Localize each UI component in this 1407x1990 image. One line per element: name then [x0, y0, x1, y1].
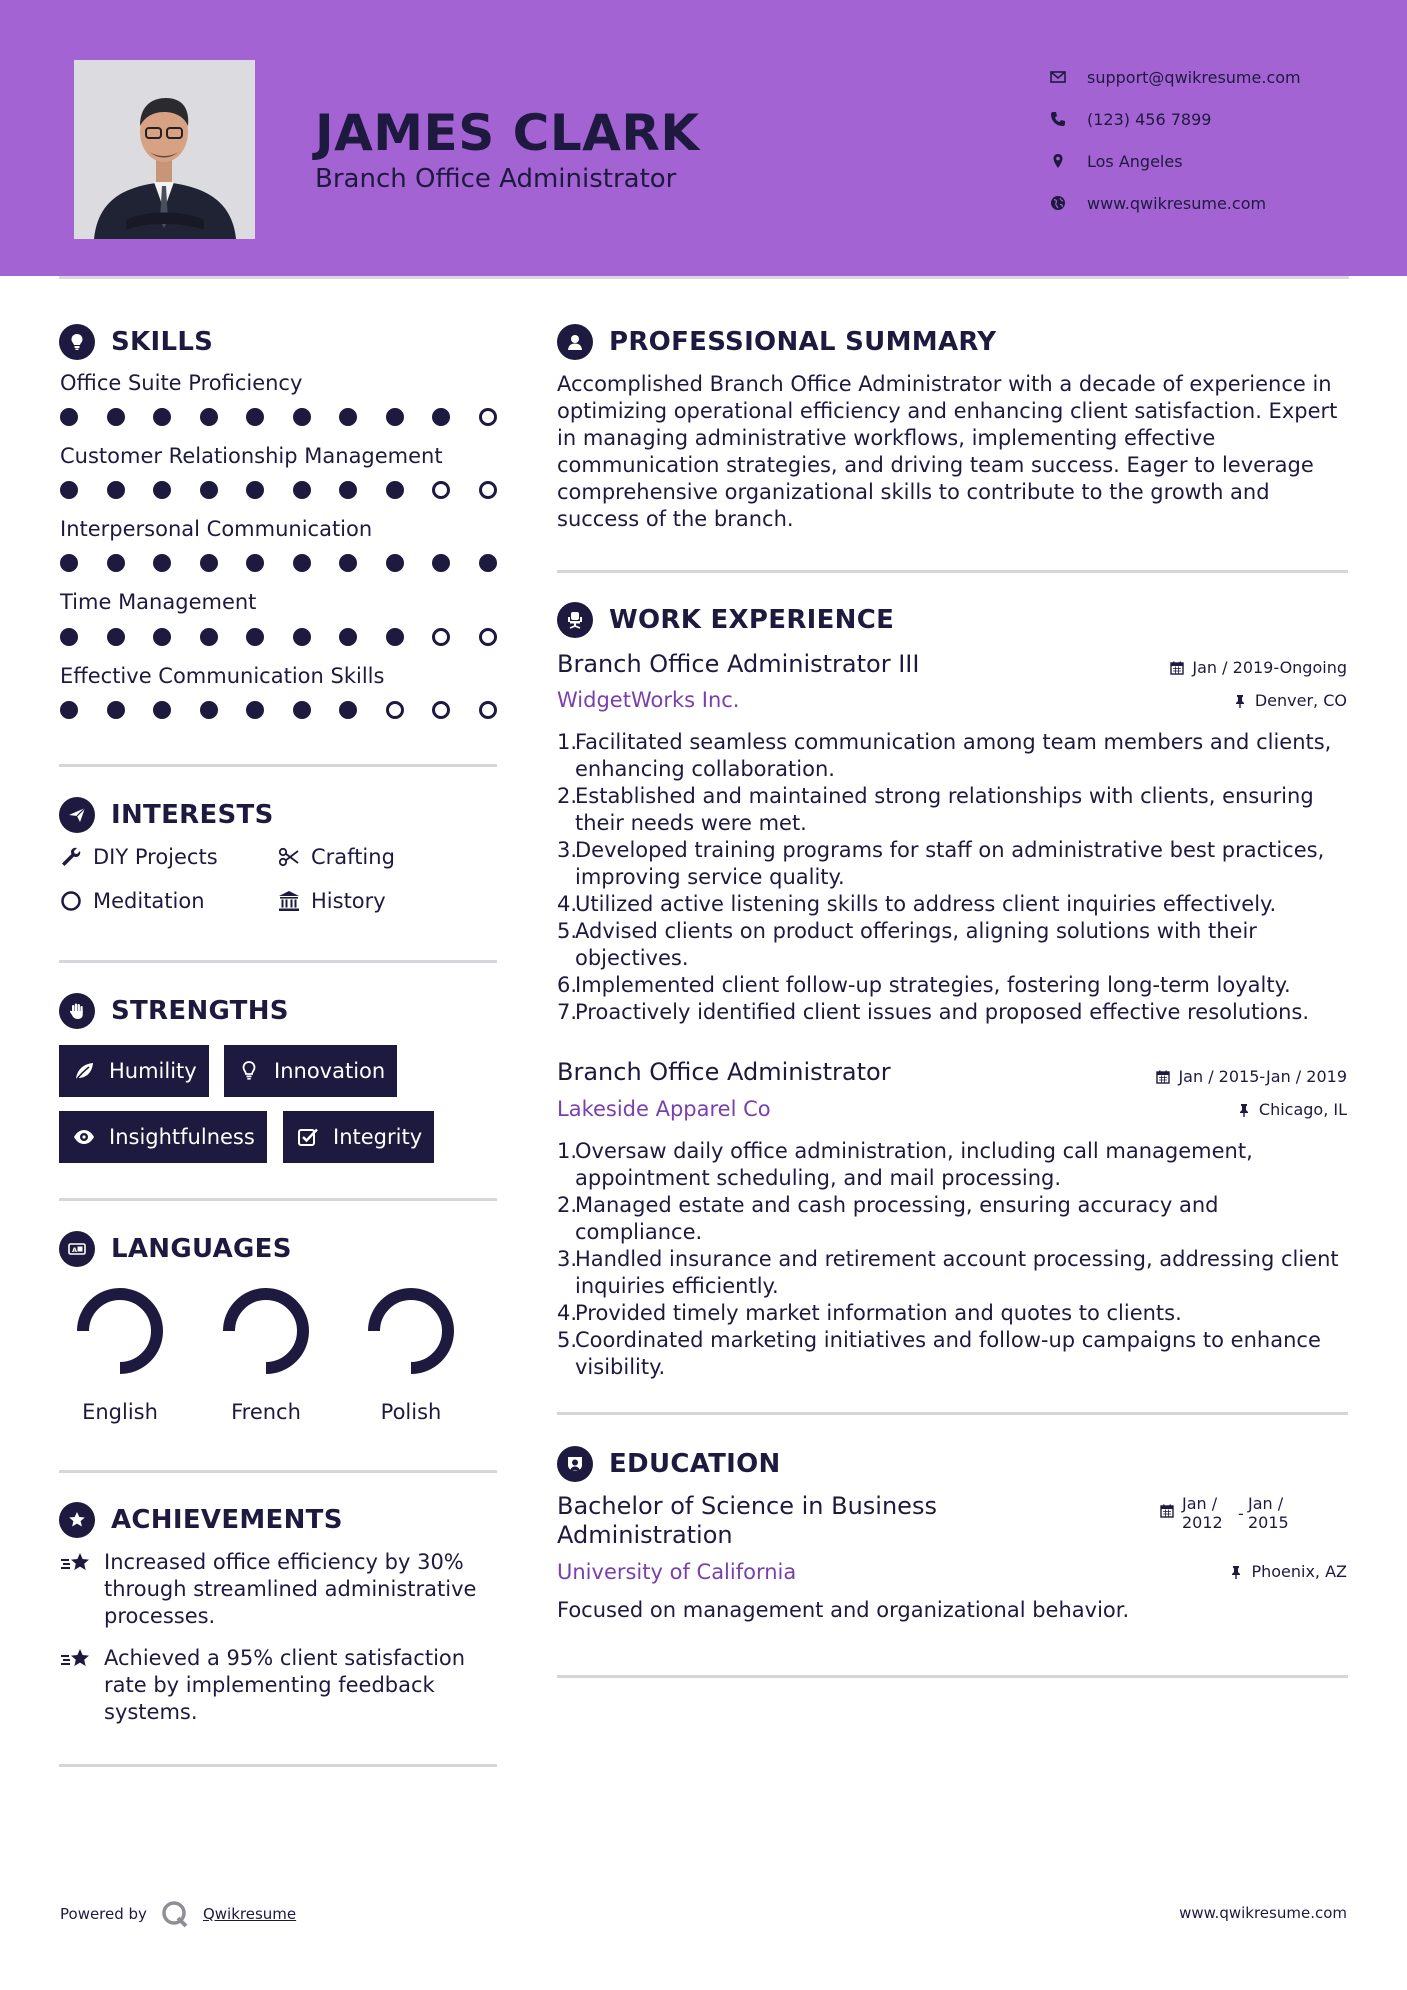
wrench-icon — [59, 845, 83, 869]
job-title: Branch Office Administrator III — [557, 650, 920, 678]
skill-rating — [60, 701, 525, 719]
duty-item — [557, 1300, 1352, 1327]
education-start-month: Jan / — [1182, 1494, 1218, 1513]
calendar-icon — [1170, 661, 1184, 675]
job-location-text: Denver, CO — [1254, 691, 1347, 710]
lightbulb-icon — [236, 1060, 262, 1082]
duty-text: Developed training programs for staff on administrative best practices, improving service quality. — [575, 838, 1325, 889]
leaf-icon — [71, 1060, 97, 1082]
footer-website[interactable]: www.qwikresume.com — [1179, 1904, 1347, 1922]
header-divider — [59, 276, 1349, 279]
duty-item — [557, 1246, 1352, 1300]
education-end-month: Jan / — [1248, 1494, 1284, 1513]
duty-number: 4. — [557, 892, 578, 916]
education-start — [1182, 1494, 1238, 1532]
skill-dot-filled — [339, 408, 357, 426]
section-divider — [557, 1675, 1348, 1678]
skill-rating — [60, 408, 525, 426]
skill-dot-filled — [339, 481, 357, 499]
education-start-year: 2012 — [1182, 1513, 1223, 1532]
education-heading — [557, 1446, 781, 1482]
job-dates-text: Jan / 2015-Jan / 2019 — [1178, 1067, 1347, 1086]
strength-tag — [224, 1045, 397, 1097]
section-divider — [59, 960, 497, 963]
duty-text: Implemented client follow-up strategies, fostering long-term loyalty. — [575, 973, 1291, 997]
eye-icon — [71, 1126, 97, 1148]
interest-item — [277, 889, 386, 913]
scissors-icon — [277, 845, 301, 869]
star-badge-icon — [59, 1502, 95, 1538]
section-divider — [59, 764, 497, 767]
interest-label: History — [311, 889, 386, 913]
contact-email[interactable] — [1050, 56, 1301, 98]
strength-label: Integrity — [333, 1125, 423, 1149]
contact-website[interactable] — [1050, 182, 1301, 224]
duty-number: 3. — [557, 1247, 578, 1271]
duty-item — [557, 783, 1352, 837]
job-dates — [1156, 1067, 1347, 1086]
calendar-icon — [1156, 1070, 1170, 1084]
skill-dot-filled — [107, 408, 125, 426]
duty-item — [557, 1192, 1352, 1246]
duty-number: 7. — [557, 1000, 578, 1024]
qwikresume-logo-icon — [161, 1900, 189, 1928]
education-dates — [1160, 1494, 1289, 1532]
contact-list — [1050, 56, 1301, 224]
skill-dot-filled — [200, 481, 218, 499]
contact-phone[interactable] — [1050, 98, 1301, 140]
duty-text: Coordinated marketing initiatives and follow-up campaigns to enhance visibility. — [575, 1328, 1321, 1379]
user-icon — [557, 324, 593, 360]
skill-dot-empty — [479, 481, 497, 499]
skill-dot-filled — [339, 628, 357, 646]
interests-heading-text: INTERESTS — [111, 800, 274, 830]
duty-item — [557, 918, 1352, 972]
skill-dot-filled — [246, 408, 264, 426]
job-dates — [1170, 658, 1347, 677]
skill-dot-filled — [293, 554, 311, 572]
skill-dot-filled — [60, 701, 78, 719]
education-date-dash: - — [1238, 1504, 1244, 1523]
skill-dot-filled — [293, 481, 311, 499]
duty-number: 3. — [557, 838, 578, 862]
strength-tag — [283, 1111, 434, 1163]
language-level-ring — [366, 1286, 456, 1376]
education-description: Focused on management and organizational behavior. — [557, 1598, 1130, 1622]
circle-icon — [59, 889, 83, 913]
summary-heading-text: PROFESSIONAL SUMMARY — [609, 327, 997, 357]
education-location — [1229, 1562, 1347, 1581]
skill-dot-empty — [479, 408, 497, 426]
skill-dot-filled — [200, 701, 218, 719]
skill-dot-filled — [432, 408, 450, 426]
skill-dot-filled — [200, 408, 218, 426]
job-duties-list — [557, 729, 1352, 1026]
skill-dot-filled — [107, 628, 125, 646]
achievements-heading — [59, 1502, 343, 1538]
skill-dot-filled — [60, 628, 78, 646]
skill-dot-empty — [479, 628, 497, 646]
candidate-name: JAMES CLARK — [315, 104, 700, 162]
hand-icon — [59, 993, 95, 1029]
candidate-title: Branch Office Administrator — [315, 164, 677, 194]
skill-dot-filled — [200, 628, 218, 646]
section-divider — [59, 1764, 497, 1767]
skills-heading-text: SKILLS — [111, 327, 214, 357]
interests-heading — [59, 797, 274, 833]
shooting-star-icon — [60, 1645, 104, 1726]
duty-number: 2. — [557, 1193, 578, 1217]
skill-dot-filled — [153, 408, 171, 426]
skill-dot-filled — [153, 701, 171, 719]
language-level-ring — [221, 1286, 311, 1376]
skill-dot-filled — [479, 554, 497, 572]
job-duties-list — [557, 1138, 1352, 1381]
contact-email-text: support@qwikresume.com — [1087, 67, 1301, 87]
language-name: Polish — [380, 1400, 442, 1424]
duty-text: Established and maintained strong relationships with clients, ensuring their needs were met. — [575, 784, 1314, 835]
lightbulb-icon — [59, 324, 95, 360]
job-location — [1237, 1100, 1347, 1119]
language-name: French — [231, 1400, 301, 1424]
summary-heading — [557, 324, 996, 360]
strength-label: Humility — [109, 1059, 197, 1083]
interest-item — [59, 889, 205, 913]
job-company: WidgetWorks Inc. — [557, 688, 740, 712]
languages-heading-text: LANGUAGES — [111, 1234, 292, 1264]
skill-name: Effective Communication Skills — [60, 664, 385, 688]
duty-item — [557, 891, 1352, 918]
skill-dot-filled — [293, 701, 311, 719]
job-company: Lakeside Apparel Co — [557, 1097, 771, 1121]
skill-dot-filled — [200, 554, 218, 572]
duty-number: 5. — [557, 919, 578, 943]
profile-photo — [74, 60, 255, 239]
duty-item — [557, 972, 1352, 999]
skill-dot-filled — [386, 554, 404, 572]
language-item — [356, 1286, 466, 1424]
duty-number: 1. — [557, 1139, 578, 1163]
achievement-item — [60, 1645, 500, 1726]
qwikresume-link[interactable]: Qwikresume — [202, 1905, 297, 1923]
strengths-heading — [59, 993, 289, 1029]
envelope-icon — [1050, 69, 1087, 85]
skill-dot-filled — [246, 701, 264, 719]
achievement-text: Increased office efficiency by 30% through streamlined administrative processes. — [104, 1550, 477, 1628]
degree-line: Bachelor of Science in Business — [557, 1492, 937, 1520]
skill-dot-filled — [107, 554, 125, 572]
skill-dot-filled — [60, 481, 78, 499]
section-divider — [557, 570, 1348, 573]
education-location-text: Phoenix, AZ — [1251, 1562, 1347, 1581]
skill-dot-empty — [432, 481, 450, 499]
achievement-item — [60, 1549, 500, 1630]
skill-dot-filled — [60, 554, 78, 572]
skill-dot-filled — [339, 701, 357, 719]
pushpin-icon — [1237, 1103, 1251, 1117]
experience-heading — [557, 602, 894, 638]
duty-number: 4. — [557, 1301, 578, 1325]
skill-dot-filled — [60, 408, 78, 426]
footer-powered-by — [60, 1900, 296, 1928]
school-name: University of California — [557, 1560, 797, 1584]
phone-icon — [1050, 111, 1087, 127]
skill-name: Office Suite Proficiency — [60, 371, 303, 395]
skills-heading — [59, 324, 213, 360]
skill-dot-filled — [293, 628, 311, 646]
duty-text: Advised clients on product offerings, aligning solutions with their objectives. — [575, 919, 1257, 970]
strength-tag — [59, 1045, 209, 1097]
skill-name: Interpersonal Communication — [60, 517, 373, 541]
education-end — [1248, 1494, 1289, 1532]
duty-item — [557, 729, 1352, 783]
achievements-heading-text: ACHIEVEMENTS — [111, 1505, 343, 1535]
skill-dot-empty — [432, 701, 450, 719]
section-divider — [557, 1412, 1348, 1415]
strength-label: Innovation — [274, 1059, 386, 1083]
section-divider — [59, 1198, 497, 1201]
duty-item — [557, 1138, 1352, 1192]
interest-label: DIY Projects — [93, 845, 218, 869]
interest-label: Meditation — [93, 889, 205, 913]
experience-heading-text: WORK EXPERIENCE — [609, 605, 895, 635]
skill-dot-filled — [153, 554, 171, 572]
skill-dot-filled — [107, 701, 125, 719]
degree-line: Administration — [557, 1521, 733, 1549]
duty-text: Managed estate and cash processing, ensuring accuracy and compliance. — [575, 1193, 1219, 1244]
graduate-icon — [557, 1446, 593, 1482]
skill-rating — [60, 628, 525, 646]
strengths-heading-text: STRENGTHS — [111, 996, 289, 1026]
language-item — [65, 1286, 175, 1424]
skill-dot-filled — [386, 481, 404, 499]
pushpin-icon — [1229, 1565, 1243, 1579]
duty-text: Utilized active listening skills to address client inquiries effectively. — [575, 892, 1277, 916]
duty-item — [557, 1327, 1352, 1381]
contact-location — [1050, 140, 1301, 182]
shooting-star-icon — [60, 1549, 104, 1630]
globe-icon — [1050, 195, 1087, 211]
contact-website-text: www.qwikresume.com — [1087, 193, 1267, 213]
duty-text: Proactively identified client issues and proposed effective resolutions. — [575, 1000, 1310, 1024]
job-location — [1233, 691, 1347, 710]
skill-name: Time Management — [60, 590, 257, 614]
interest-item — [59, 845, 218, 869]
job-title: Branch Office Administrator — [557, 1058, 891, 1086]
skill-dot-filled — [339, 554, 357, 572]
interest-item — [277, 845, 395, 869]
skill-dot-filled — [246, 554, 264, 572]
skill-dot-empty — [386, 701, 404, 719]
language-item — [211, 1286, 321, 1424]
paper-plane-icon — [59, 797, 95, 833]
svg-text:A: A — [72, 1246, 78, 1254]
duty-number: 1. — [557, 730, 578, 754]
languages-heading — [59, 1231, 292, 1267]
skill-rating — [60, 481, 525, 499]
duty-number: 6. — [557, 973, 578, 997]
duty-text: Oversaw daily office administration, including call management, appointment scheduling, and mail processing. — [575, 1139, 1253, 1190]
skill-dot-filled — [246, 628, 264, 646]
duty-number: 2. — [557, 784, 578, 808]
skill-dot-filled — [293, 408, 311, 426]
skill-dot-filled — [153, 481, 171, 499]
skill-name: Customer Relationship Management — [60, 444, 443, 468]
section-divider — [59, 1470, 497, 1473]
language-name: English — [82, 1400, 158, 1424]
skill-dot-empty — [479, 701, 497, 719]
office-chair-icon — [557, 602, 593, 638]
map-pin-icon — [1050, 153, 1087, 169]
language-level-ring — [75, 1286, 165, 1376]
language-icon — [59, 1231, 95, 1267]
duty-text: Provided timely market information and quotes to clients. — [575, 1301, 1182, 1325]
strength-label: Insightfulness — [109, 1125, 255, 1149]
calendar-icon — [1160, 1504, 1174, 1518]
strength-tag — [59, 1111, 267, 1163]
summary-text: Accomplished Branch Office Administrator with a decade of experience in optimizing operational efficiency and enhancing client satisfaction. Expert in managing administrative workflows, implementing effective communication strategies, and driving team success. Eager to leverage comprehensive organizational skills to contribute to the growth and success of the branch. — [557, 372, 1338, 531]
skill-dot-filled — [107, 481, 125, 499]
achievement-text: Achieved a 95% client satisfaction rate by implementing feedback systems. — [104, 1646, 466, 1724]
duty-text: Handled insurance and retirement account processing, addressing client inquiries efficiently. — [575, 1247, 1339, 1298]
skill-dot-filled — [386, 628, 404, 646]
resume-header — [0, 0, 1407, 276]
check-square-icon — [295, 1126, 321, 1148]
duty-item — [557, 837, 1352, 891]
duty-number: 5. — [557, 1328, 578, 1352]
education-heading-text: EDUCATION — [609, 1449, 781, 1479]
skill-rating — [60, 554, 525, 572]
duty-item — [557, 999, 1352, 1026]
skill-dot-filled — [153, 628, 171, 646]
skill-dot-filled — [246, 481, 264, 499]
degree-title — [557, 1492, 937, 1550]
pushpin-icon — [1233, 694, 1247, 708]
contact-location-text: Los Angeles — [1087, 151, 1183, 171]
skill-dot-filled — [386, 408, 404, 426]
job-dates-text: Jan / 2019-Ongoing — [1192, 658, 1347, 677]
person-portrait-icon — [74, 60, 255, 239]
interest-label: Crafting — [311, 845, 395, 869]
job-location-text: Chicago, IL — [1258, 1100, 1347, 1119]
museum-icon — [277, 889, 301, 913]
powered-by-text: Powered by — [60, 1905, 147, 1923]
skill-dot-empty — [432, 628, 450, 646]
education-end-year: 2015 — [1248, 1513, 1289, 1532]
skill-dot-filled — [432, 554, 450, 572]
contact-phone-text: (123) 456 7899 — [1087, 109, 1212, 129]
duty-text: Facilitated seamless communication among team members and clients, enhancing collaboration. — [575, 730, 1332, 781]
